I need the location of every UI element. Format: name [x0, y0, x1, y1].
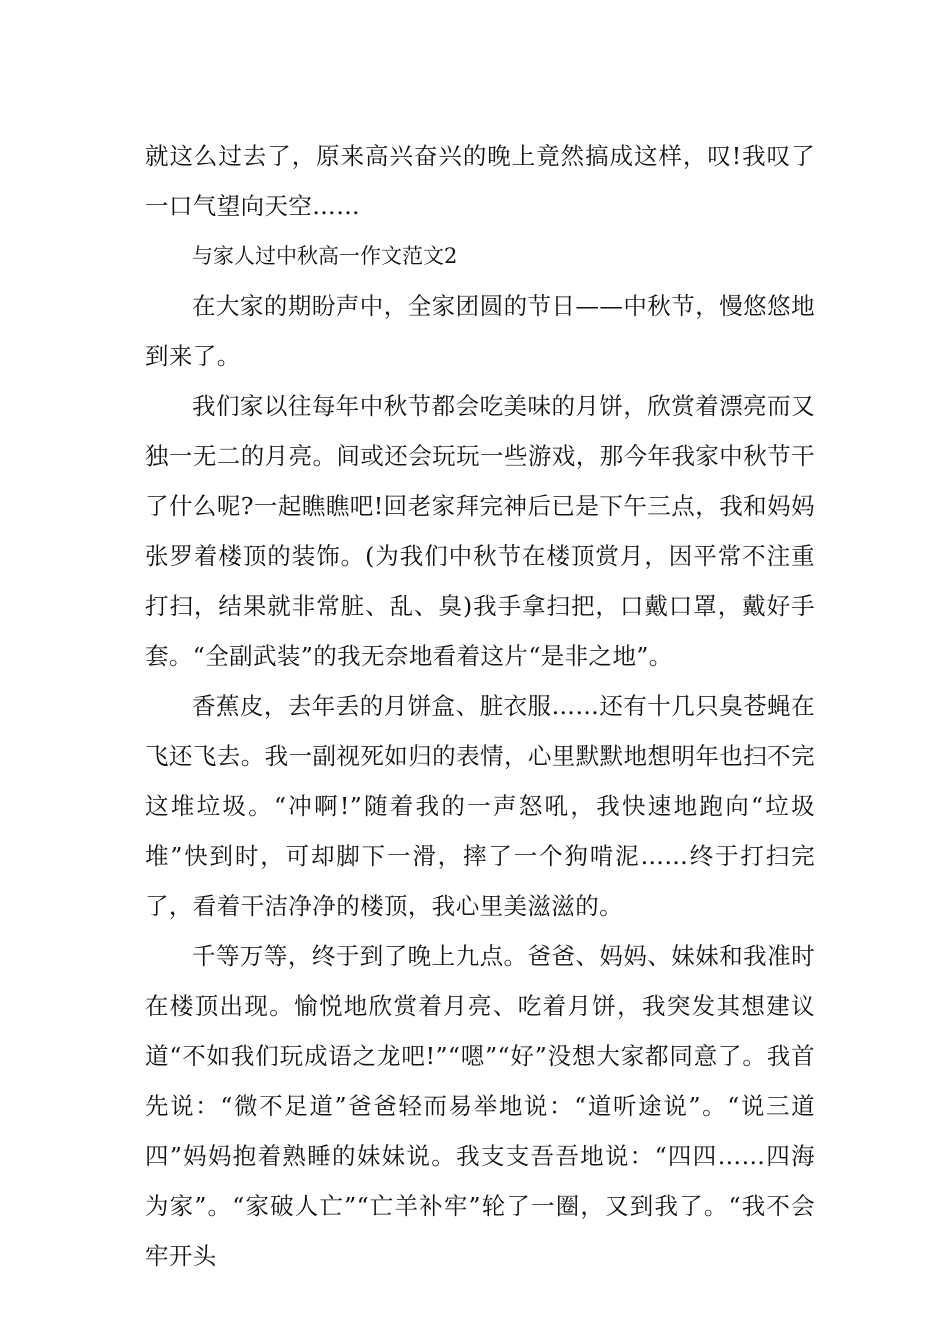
paragraph-continuation: 就这么过去了，原来高兴奋兴的晚上竟然搞成这样，叹!我叹了一口气望向天空……: [145, 142, 815, 220]
document-body: [145, 131, 815, 1281]
paragraph: 我们家以往每年中秋节都会吃美味的月饼，欣赏着漂亮而又独一无二的月亮。间或还会玩玩一些游戏，那今年我家中秋节干了什么呢?一起瞧瞧吧!回老家拜完神后已是下午三点，我和妈妈张罗着楼顶的装饰。(为我们中秋节在楼顶赏月，因平常不注重打扫，结果就非常脏、乱、臭)我手拿扫把，口戴口罩，戴好手套。“全副武装”的我无奈地看着这片“是非之地”。: [145, 392, 815, 670]
paragraph: 在大家的期盼声中，全家团圆的节日——中秋节，慢悠悠地到来了。: [145, 292, 815, 370]
paragraph: 香蕉皮，去年丢的月饼盒、脏衣服……还有十几只臭苍蝇在飞还飞去。我一副视死如归的表情，心里默默地想明年也扫不完这堆垃圾。“冲啊!”随着我的一声怒吼，我快速地跑向“垃圾堆”快到时，可却脚下一滑，摔了一个狗啃泥……终于打扫完了，看着干洁净净的楼顶，我心里美滋滋的。: [145, 692, 815, 920]
section-heading: 与家人过中秋高一作文范文2: [192, 244, 458, 268]
paragraph: 千等万等，终于到了晚上九点。爸爸、妈妈、妹妹和我准时在楼顶出现。愉悦地欣赏着月亮、吃着月饼，我突发其想建议道“不如我们玩成语之龙吧!”“嗯”“好”没想大家都同意了。我首先说：“微不足道”爸爸轻而易举地说：“道听途说”。“说三道四”妈妈抱着熟睡的妹妹说。我支支吾吾地说：“四四……四海为家”。“家破人亡”“亡羊补牢”轮了一圈，又到我了。“我不会牢开头: [145, 942, 815, 1270]
